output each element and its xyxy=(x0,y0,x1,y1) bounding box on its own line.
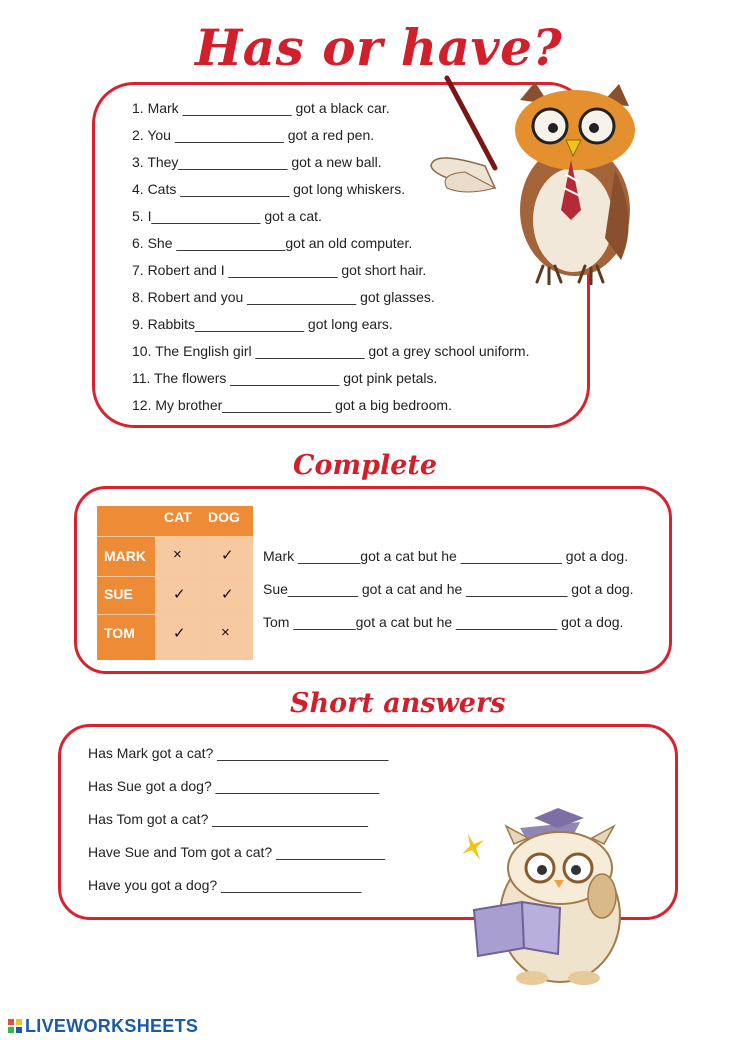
complete-sentence: Mark ________got a cat but he _____________ got a dog. xyxy=(263,548,629,564)
table-header-dog: DOG xyxy=(208,509,240,525)
table-row-label: SUE xyxy=(104,586,133,602)
exercise-line: 2. You ______________ got a red pen. xyxy=(132,127,375,143)
teacher-owl-illustration xyxy=(425,70,640,285)
table-header-cat: CAT xyxy=(164,509,192,525)
exercise-line: 5. I______________ got a cat. xyxy=(132,208,322,224)
short-answer-line: Has Mark got a cat? ______________________ xyxy=(88,745,389,761)
complete-sentence: Tom ________got a cat but he _____________ got a dog. xyxy=(263,614,624,630)
table-mark: ✓ xyxy=(173,625,186,642)
table-mark: ✓ xyxy=(221,547,234,564)
exercise-line: 3. They______________ got a new ball. xyxy=(132,154,382,170)
short-answer-line: Has Sue got a dog? _____________________ xyxy=(88,778,380,794)
exercise-line: 9. Rabbits______________ got long ears. xyxy=(132,316,393,332)
table-mark: × xyxy=(173,546,182,563)
table-cell-tint xyxy=(155,536,253,660)
table-row-label: MARK xyxy=(104,548,146,564)
short-answer-line: Have you got a dog? __________________ xyxy=(88,877,362,893)
page-title: Has or have? xyxy=(195,18,563,77)
exercise-line: 7. Robert and I ______________ got short hair. xyxy=(132,262,427,278)
exercise-line: 10. The English girl ______________ got a grey school uniform. xyxy=(132,343,530,359)
reading-owl-illustration xyxy=(462,806,642,988)
section-title-complete: Complete xyxy=(293,450,438,481)
section-title-short-answers: Short answers xyxy=(290,688,506,719)
liveworksheets-logo-icon xyxy=(8,1019,22,1033)
exercise-line: 11. The flowers ______________ got pink petals. xyxy=(132,370,438,386)
exercise-line: 12. My brother______________ got a big bedroom. xyxy=(132,397,452,413)
table-mark: × xyxy=(221,624,230,641)
exercise-line: 6. She ______________got an old computer. xyxy=(132,235,413,251)
short-answer-line: Have Sue and Tom got a cat? ______________ xyxy=(88,844,386,860)
footer-brand: LIVEWORKSHEETS xyxy=(25,1016,199,1036)
exercise-line: 8. Robert and you ______________ got glasses. xyxy=(132,289,435,305)
exercise-line: 4. Cats ______________ got long whiskers. xyxy=(132,181,406,197)
table-row-label: TOM xyxy=(104,625,135,641)
table-mark: ✓ xyxy=(173,586,186,603)
short-answer-line: Has Tom got a cat? ____________________ xyxy=(88,811,368,827)
table-mark: ✓ xyxy=(221,586,234,603)
exercise-line: 1. Mark ______________ got a black car. xyxy=(132,100,390,116)
complete-sentence: Sue_________ got a cat and he _____________ got a dog. xyxy=(263,581,634,597)
